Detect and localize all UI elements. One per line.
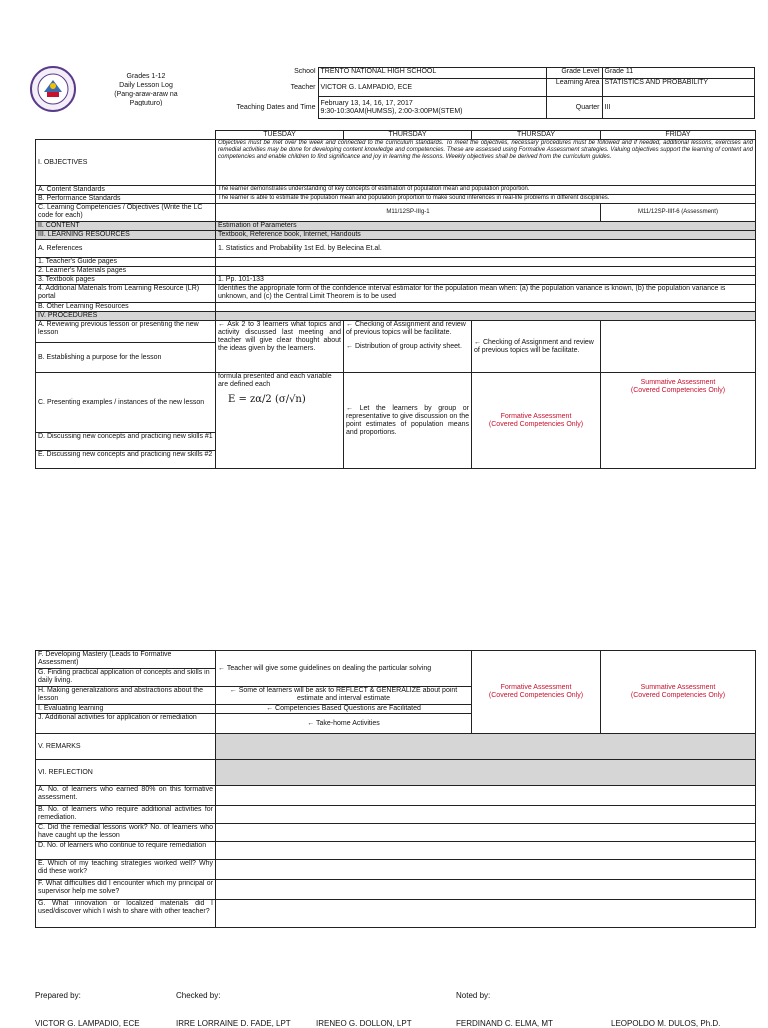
evaluation-text: ← Competencies Based Questions are Facilitated bbox=[216, 705, 472, 714]
competency-code-1: M11/12SP-IIIg-1 bbox=[216, 204, 601, 222]
objectives-text: Objectives must be met over the week and connected to the curriculum standards. To meet the objectives, necessary procedures must be followed and if needed, additional lessons, exercises and remedial activities may be done for developing content knowledge and competencies. These are assessed using Formative Assessment strategies. Valuing objectives support the learning of content and competencies and enable children to find significance and joy in learning the lessons. Weekly objectives shall be derived from the curriculum guides. bbox=[216, 140, 756, 186]
formative-assessment-note: (Covered Competencies Only) bbox=[488, 420, 584, 428]
quarter-value: III bbox=[602, 97, 754, 119]
summative-assessment-note: (Covered Competencies Only) bbox=[630, 387, 726, 394]
performance-standards-text: The learner is able to estimate the population mean and population proportion to make sound inferences in real-life problems in different disciplines. bbox=[216, 195, 756, 204]
area-value: STATISTICS AND PROBABILITY bbox=[602, 79, 754, 97]
resources-heading: III. LEARNING RESOURCES bbox=[36, 231, 216, 240]
school-label: School bbox=[294, 67, 316, 75]
learner-materials-label: 2. Learner's Materials pages bbox=[36, 267, 216, 276]
procedure-g-label: G. Finding practical application of concepts and skills in daily living. bbox=[36, 669, 216, 687]
procedure-c-label: C. Presenting examples / instances of the new lesson bbox=[36, 373, 216, 433]
day-header-2: THURSDAY bbox=[344, 131, 472, 140]
grade-label: Grade Level bbox=[546, 68, 602, 79]
signatory-5: LEOPOLDO M. DULOS, Ph.D. bbox=[611, 1019, 721, 1028]
procedure-b-label: B. Establishing a purpose for the lesson bbox=[36, 343, 216, 373]
procedure-i-label: I. Evaluating learning bbox=[36, 705, 216, 714]
objectives-heading: I. OBJECTIVES bbox=[36, 140, 216, 186]
day-header-4: FRIDAY bbox=[601, 131, 756, 140]
procedure-a-label: A. Reviewing previous lesson or presenting the new lesson bbox=[36, 321, 216, 343]
additional-activities-text: ← Take-home Activities bbox=[216, 714, 472, 734]
procedure-h-label: H. Making generalizations and abstractions about the lesson bbox=[36, 687, 216, 705]
content-heading: II. CONTENT bbox=[36, 222, 216, 231]
log-title-line1: Grades 1-12 bbox=[126, 73, 166, 80]
dates-value: February 13, 14, 16, 17, 2017 bbox=[320, 99, 413, 107]
lr-portal-label: 4. Additional Materials from Learning Resource (LR) portal bbox=[36, 285, 216, 303]
reflection-c: C. Did the remedial lessons work? No. of learners who have caught up the lesson bbox=[36, 824, 216, 842]
grade-value: Grade 11 bbox=[602, 68, 754, 79]
quarter-label: Quarter bbox=[546, 97, 602, 119]
references-text: 1. Statistics and Probability 1st Ed. by Belecina Et.al. bbox=[216, 240, 756, 258]
thursday2-review-text: ← Checking of Assignment and review of previous topics will be facilitate. bbox=[472, 321, 601, 373]
reflection-a: A. No. of learners who earned 80% on this formative assessment. bbox=[36, 786, 216, 806]
summative-assessment-label-2: Summative Assessment bbox=[640, 684, 716, 691]
reflection-d: D. No. of learners who continue to require remediation bbox=[36, 842, 216, 860]
formative-assessment-note-2: (Covered Competencies Only) bbox=[488, 692, 584, 699]
content-standards-label: A. Content Standards bbox=[36, 186, 216, 195]
content-text: Estimation of Parameters bbox=[216, 222, 756, 231]
signatory-3: IRENEO G. DOLLON, LPT bbox=[316, 1019, 412, 1028]
school-value: TRENTO NATIONAL HIGH SCHOOL bbox=[318, 68, 546, 79]
competencies-label: C. Learning Competencies / Objectives (Write the LC code for each) bbox=[36, 204, 216, 222]
header-info-table bbox=[214, 67, 755, 119]
error-formula: E = zα/2 (σ/√n) bbox=[228, 394, 306, 405]
teacher-value: VICTOR G. LAMPADIO, ECE bbox=[318, 79, 546, 97]
other-resources-label: B. Other Learning Resources bbox=[36, 303, 216, 312]
reflection-f: F. What difficulties did I encounter which my principal or supervisor help me solve? bbox=[36, 880, 216, 900]
prepared-by-label: Prepared by: bbox=[35, 991, 81, 1000]
signatory-4: FERDINAND C. ELMA, MT bbox=[456, 1019, 553, 1028]
thursday-activity-sheet-text: ← Distribution of group activity sheet. bbox=[346, 343, 462, 350]
log-title-line2: Daily Lesson Log bbox=[119, 82, 173, 89]
signatory-1: VICTOR G. LAMPADIO, ECE bbox=[35, 1019, 140, 1028]
reflection-e: E. Which of my teaching strategies worked well? Why did these work? bbox=[36, 860, 216, 880]
area-label: Learning Area bbox=[546, 79, 602, 97]
formative-assessment-label-2: Formative Assessment bbox=[500, 684, 572, 691]
summative-assessment-note-2: (Covered Competencies Only) bbox=[630, 692, 726, 699]
lr-portal-text: Identifies the appropriate form of the confidence interval estimator for the population mean when: (a) the population variance is known, (b) the population variance is unknown, and (c) the Central Limit Theorem is to be used bbox=[216, 285, 756, 303]
thursday-review-text: ← Checking of Assignment and review of previous topics will be facilitate. bbox=[346, 321, 466, 336]
competency-code-2: M11/12SP-IIIf-6 (Assessment) bbox=[601, 204, 756, 222]
formula-intro-text: formula presented and each variable are defined each bbox=[218, 373, 332, 388]
performance-standards-label: B. Performance Standards bbox=[36, 195, 216, 204]
thursday-group-discussion-text: ← Let the learners by group or representative to give discussion on the point estimates of population means and proportions. bbox=[344, 373, 472, 469]
formative-assessment-label: Formative Assessment bbox=[500, 412, 572, 420]
procedure-j-label: J. Additional activities for application or remediation bbox=[36, 714, 216, 734]
day-header-3: THURSDAY bbox=[472, 131, 601, 140]
procedure-f-label: F. Developing Mastery (Leads to Formative Assessment) bbox=[36, 651, 216, 669]
reflection-b: B. No. of learners who require additional activities for remediation. bbox=[36, 806, 216, 824]
log-title-line4: Pagtuturo) bbox=[129, 100, 163, 106]
procedure-e-label: E. Discussing new concepts and practicing new skills #2 bbox=[36, 451, 216, 469]
lesson-log-table-continued bbox=[35, 650, 756, 928]
teacher-guide-label: 1. Teacher's Guide pages bbox=[36, 258, 216, 267]
procedures-heading: IV. PROCEDURES bbox=[36, 312, 216, 321]
day-header-1: TUESDAY bbox=[216, 131, 344, 140]
lesson-log-table bbox=[35, 130, 756, 469]
reflection-g: G. What innovation or localized materials did I used/discover which I wish to share with other teacher? bbox=[36, 900, 216, 928]
log-title-line3: (Pang-araw-araw na bbox=[114, 91, 178, 98]
summative-assessment-label: Summative Assessment bbox=[640, 379, 716, 386]
reflection-heading: VI. REFLECTION bbox=[36, 760, 216, 786]
checked-by-label: Checked by: bbox=[176, 991, 221, 1000]
deped-seal-logo bbox=[30, 66, 76, 112]
remarks-heading: V. REMARKS bbox=[36, 734, 216, 760]
signatory-2: IRRE LORRAINE D. FADE, LPT bbox=[176, 1019, 291, 1028]
dates-label: Teaching Dates and Time bbox=[236, 103, 316, 111]
content-standards-text: The learner demonstrates understanding of key concepts of estimation of population mean and population proportion. bbox=[216, 186, 756, 195]
textbook-pages-label: 3. Textbook pages bbox=[36, 276, 216, 285]
log-title-block bbox=[96, 72, 196, 106]
textbook-pages-text: 1. Pp. 101-133 bbox=[216, 276, 756, 285]
time-value: 9:30-10:30AM(HUMSS), 2:00-3:00PM(STEM) bbox=[320, 107, 463, 115]
teacher-label: Teacher bbox=[290, 83, 316, 91]
noted-by-label: Noted by: bbox=[456, 991, 491, 1000]
procedure-d-label: D. Discussing new concepts and practicing new skills #1 bbox=[36, 433, 216, 451]
tuesday-review-text: ← Ask 2 to 3 learners what topics and activity discussed last meeting and teacher will give clear thought about the ideas given by the learners. bbox=[216, 321, 344, 373]
generalization-text: ← Some of learners will be ask to REFLECT & GENERALIZE about point estimate and interval estimate bbox=[216, 687, 472, 705]
resources-text: Textbook, Reference book, Internet, Handouts bbox=[216, 231, 756, 240]
references-label: A. References bbox=[36, 240, 216, 258]
practical-application-text: ← Teacher will give some guidelines on dealing the particular solving bbox=[216, 651, 472, 687]
